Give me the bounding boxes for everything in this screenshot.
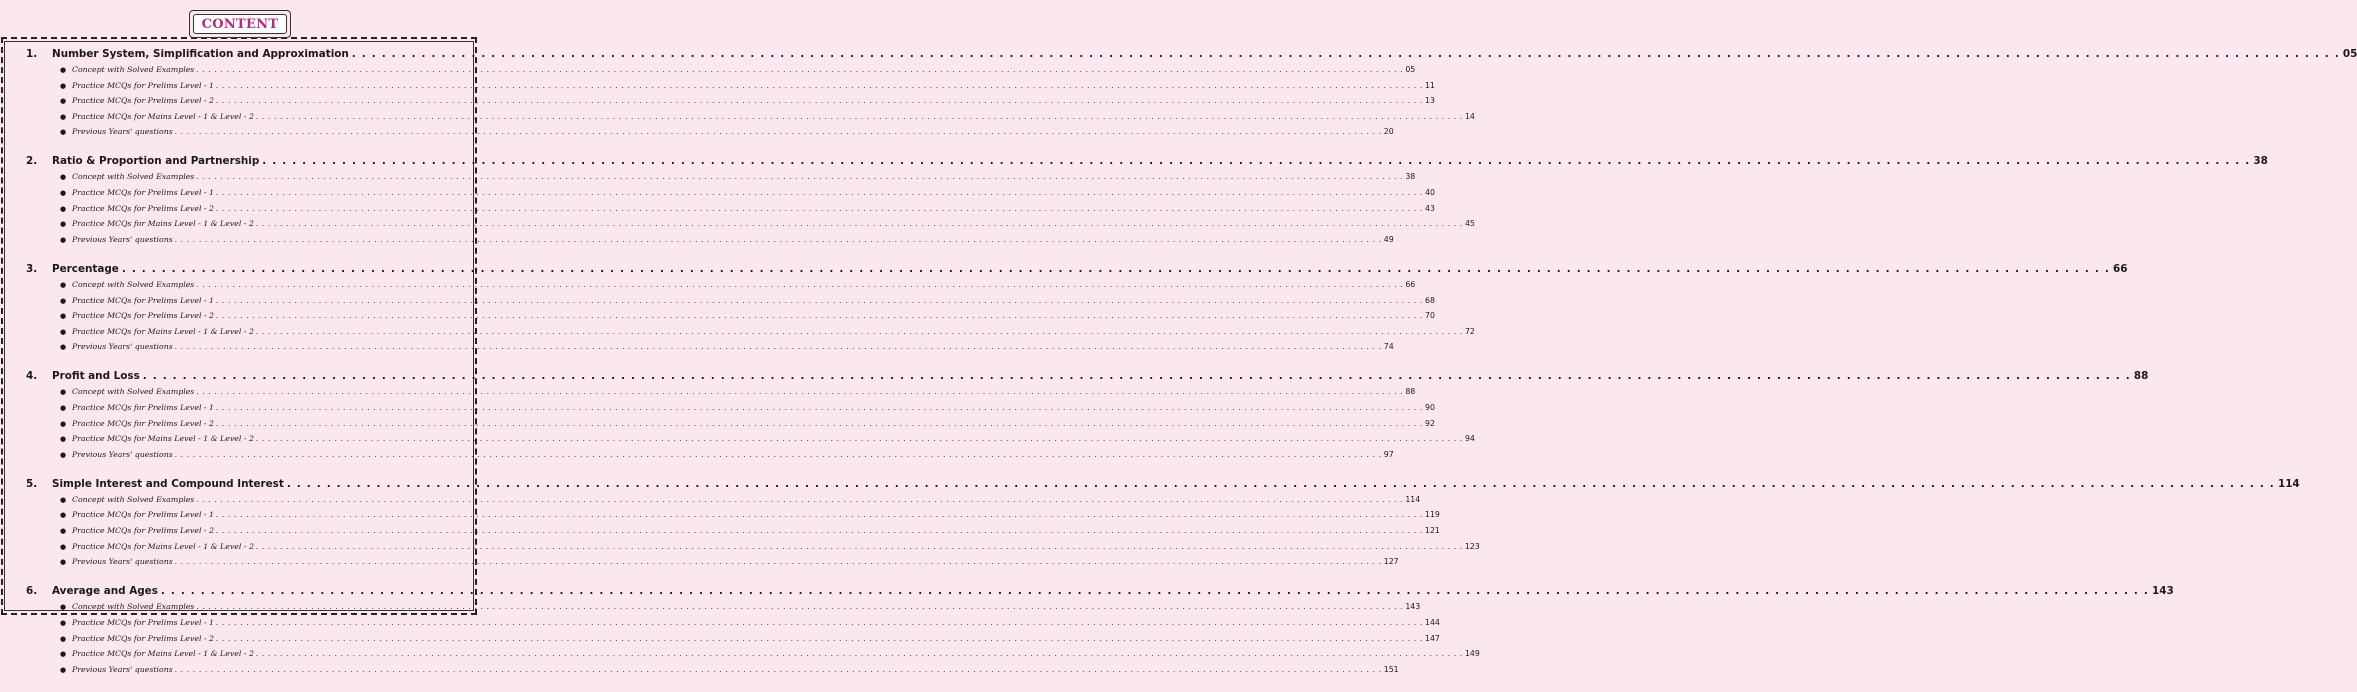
toc-item[interactable]: [26, 293, 1435, 309]
bullet-icon: ●: [60, 128, 67, 137]
dot-leader: . . . . . . . . . . . . . . . . . . . . . . . . . . . . . . . . . . . . . . . . . . . . . . . . . . . . . . . . . . . . . . . . . . . . . . . . . . . . . . . . . . . . . . . . . . . . . . . . . . . . . . . . . . . . . . . . . . . . . . . . . . . . . . . . . . . . . . . . . . . . . . . . . . . . . . . . . . . . . . . . . . . . . . . . . . . . . . . . . . . . . . . . . . . . . . . . . . . . . . . .: [174, 665, 1382, 674]
bullet-icon: ●: [60, 558, 67, 567]
chapter-heading[interactable]: [26, 369, 2149, 384]
toc-item-label: Concept with Solved Examples: [72, 387, 195, 397]
toc-item[interactable]: [26, 201, 1435, 217]
toc-item[interactable]: [26, 324, 1475, 340]
toc-item[interactable]: [26, 232, 1394, 248]
bullet-icon: ●: [60, 280, 67, 289]
bullet-icon: ●: [60, 343, 67, 352]
bullet-icon: ●: [60, 220, 67, 229]
toc-item[interactable]: [26, 662, 1399, 678]
toc-item-page-number: 143: [1405, 602, 1421, 612]
toc-item-page-number: 72: [1464, 326, 1475, 336]
toc-item[interactable]: [26, 646, 1480, 662]
toc-item-page-number: 68: [1425, 295, 1435, 305]
toc-item-label: Practice MCQs for Prelims Level - 1: [72, 510, 214, 520]
toc-item[interactable]: [26, 93, 1435, 109]
toc-item-page-number: 127: [1383, 557, 1399, 567]
bullet-icon: ●: [60, 542, 67, 551]
dot-leader: . . . . . . . . . . . . . . . . . . . . . . . . . . . . . . . . . . . . . . . . . . . . . . . . . . . . . . . . . . . . . . . . . . . . . . . . . . . . . . . . . . . . . . . . . . . . . . . . . . . . . . . . . . . . . . . . . . . . . . . . . . . . . . . . . . . . . . . . . . . . . . . . . . . . . . . . . . . . . . . . . . . . . . . . . . . . . . . . . . . . . . . . . . . . . . . . . . . . . . . .: [216, 312, 1424, 321]
chapter-title: Percentage: [52, 262, 119, 275]
dot-leader: . . . . . . . . . . . . . . . . . . . . . . . . . . . . . . . . . . . . . . . . . . . . . . . . . . . . . . . . . . . . . . . . . . . . . . . . . . . . . . . . . . . . . . . . . . . . . . . . . . . . . . . . . . . . . . . . . . . . . . . . . . . . . . . . . . . . . . . . . . . . . . . . . . . . . . . . . . . . . . . . . . . . . . . . . . . . . . . . . . . . . . . . . . . . . . . . . . . . . . . .: [196, 280, 1404, 289]
toc-item-label: Practice MCQs for Mains Level - 1 & Level - 2: [72, 111, 254, 121]
chapter-page-number: 143: [2152, 585, 2174, 598]
toc-item[interactable]: [26, 339, 1394, 355]
bullet-icon: ●: [60, 618, 67, 627]
toc-item[interactable]: [26, 400, 1435, 416]
toc-item[interactable]: [26, 109, 1475, 125]
bullet-icon: ●: [60, 388, 67, 397]
toc-item[interactable]: [26, 78, 1435, 94]
bullet-icon: ●: [60, 97, 67, 106]
toc-item[interactable]: [26, 62, 1416, 78]
chapter-heading[interactable]: [26, 477, 2300, 492]
toc-item[interactable]: [26, 185, 1435, 201]
dot-leader: . . . . . . . . . . . . . . . . . . . . . . . . . . . . . . . . . . . . . . . . . . . . . . . . . . . . . . . . . . . . . . . . . . . . . . . . . . . . . . . . . . . . . . . . . . . . . . . . . . . . . . . . . . . . . . . . . . . . . . . . . . . . . . . . . . . . . . . . . . . . . . . . . . . . . . . . . . . . . . . . . . . . . . . . . . . . . . . . . . . . . . . . . . . . . . . . . . . . . . . .: [216, 634, 1424, 643]
chapter-section: [26, 154, 2268, 247]
bullet-icon: ●: [60, 112, 67, 121]
chapter-heading[interactable]: [26, 154, 2268, 169]
bullet-icon: ●: [60, 235, 67, 244]
toc-item-page-number: 144: [1425, 617, 1440, 627]
toc-item-page-number: 149: [1464, 649, 1480, 659]
chapter-title: Number System, Simplification and Approximation: [52, 48, 349, 60]
toc-item-label: Previous Years' questions: [72, 664, 173, 674]
toc-item-label: Concept with Solved Examples: [72, 65, 195, 74]
chapter-section: [26, 584, 2174, 677]
toc-item-label: Concept with Solved Examples: [72, 279, 195, 289]
toc-item-label: Practice MCQs for Mains Level - 1 & Level - 2: [72, 326, 254, 336]
toc-item[interactable]: [26, 599, 1421, 615]
dot-leader: . . . . . . . . . . . . . . . . . . . . . . . . . . . . . . . . . . . . . . . . . . . . . . . . . . . . . . . . . . . . . . . . . . . . . . . . . . . . . . . . . . . . . . . . . . . . . . . . . . . . . . . . . . . . . . . . . . . . . . . . . . . . . . . . . . . . . . . . . . . . . . . . . . . . . . . . . . . . . . . . . . . . . . . . . . . . . . . . . . . . . . . . . . . . . . . . . . . . . . . .: [174, 558, 1382, 567]
bullet-icon: ●: [60, 204, 67, 213]
chapter-number: 1.: [26, 48, 38, 60]
bullet-icon: ●: [60, 511, 67, 520]
dot-leader: . . . . . . . . . . . . . . . . . . . . . . . . . . . . . . . . . . . . . . . . . . . . . . . . . . . . . . . . . . . . . . . . . . . . . . . . . . . . . . . . . . . . . . . . . . . . . . . . . . . . . . . . . . . . . . . . . . . . . . . . . . . . . . . . . . . . . . . . . . . . . . . . . . . . . . . . . . . . . . . . . . . . . . . . . . . . . . . . . . . . . . . . . . . . . . . . . . . . . . . .: [216, 419, 1424, 428]
chapter-page-number: 05: [2342, 48, 2357, 60]
bullet-icon: ●: [60, 650, 67, 659]
toc-item-page-number: 70: [1425, 311, 1435, 321]
bullet-icon: ●: [60, 435, 67, 444]
toc-item[interactable]: [26, 169, 1416, 185]
dot-leader: . . . . . . . . . . . . . . . . . . . . . . . . . . . . . . . . . . . . . . . . . . . . . . . . . . . . . . . . . . . . . . . . . . . . . . . . . . . . . . . . . . . . . . . . . . . . . . . . . . . . . . . . . . . . . . . . . . . . . . . . . . . . . . . . . . . . . . . . . . . . . . . . . . . . . . . . . . . . . . . . . . . . . . . . . . . . . . . . . . . . . . . . . . . . . . . . . . . . . . . .: [216, 204, 1424, 213]
chapter-page-number: 88: [2133, 370, 2149, 383]
toc-item-page-number: 43: [1425, 203, 1435, 213]
toc-item-label: Practice MCQs for Mains Level - 1 & Level - 2: [72, 219, 254, 229]
toc-item-label: Previous Years' questions: [72, 342, 173, 352]
chapter-number: 5.: [26, 477, 38, 490]
toc-item-label: Previous Years' questions: [72, 127, 173, 137]
dot-leader: . . . . . . . . . . . . . . . . . . . . . . . . . . . . . . . . . . . . . . . . . . . . . . . . . . . . . . . . . . . . . . . . . . . . . . . . . . . . . . . . . . . . . . . . . . . . . . . . . . . . . . . . . . . . . . . . . . . . . . . . . . . . . . . . . . . . . . . . . . . . . . . . . . . . . . . . . . . . . . . . . . . . . . . . . . . . . . . . . . . . . . . . . . . . . . . . . . . . . . . .: [216, 296, 1424, 305]
bullet-icon: ●: [60, 312, 67, 321]
chapter-number: 6.: [26, 585, 38, 598]
dot-leader: . . . . . . . . . . . . . . . . . . . . . . . . . . . . . . . . . . . . . . . . . . . . . . . . . . . . . . . . . . . . . . . . . . . . . . . . . . . . . . . . . . . . . . . . . . . . . . . . . . . . . . . . . . . . . . . . . . . . . . . . . . . . . . . . . . . . . . . . . . . . . . . . . . . . . . . . . . . . . . . . . . . . . . . . . . . . . . . . . . . . . . . . . . . . . . . . . . . . . . . .: [142, 370, 2131, 383]
dot-leader: . . . . . . . . . . . . . . . . . . . . . . . . . . . . . . . . . . . . . . . . . . . . . . . . . . . . . . . . . . . . . . . . . . . . . . . . . . . . . . . . . . . . . . . . . . . . . . . . . . . . . . . . . . . . . . . . . . . . . . . . . . . . . . . . . . . . . . . . . . . . . . . . . . . . . . . . . . . . . . . . . . . . . . . . . . . . . . . . . . . . . . . . . . . . . . . . . . . . . . . .: [160, 585, 2150, 598]
toc-item[interactable]: [26, 492, 1421, 508]
dot-leader: . . . . . . . . . . . . . . . . . . . . . . . . . . . . . . . . . . . . . . . . . . . . . . . . . . . . . . . . . . . . . . . . . . . . . . . . . . . . . . . . . . . . . . . . . . . . . . . . . . . . . . . . . . . . . . . . . . . . . . . . . . . . . . . . . . . . . . . . . . . . . . . . . . . . . . . . . . . . . . . . . . . . . . . . . . . . . . . . . . . . . . . . . . . . . . . . . . . . . . . .: [255, 542, 1463, 551]
toc-item[interactable]: [26, 554, 1399, 570]
page-title: CONTENT: [193, 14, 287, 34]
toc-item-label: Practice MCQs for Mains Level - 1 & Level - 2: [72, 434, 254, 444]
chapter-section: [26, 369, 2149, 462]
dot-leader: . . . . . . . . . . . . . . . . . . . . . . . . . . . . . . . . . . . . . . . . . . . . . . . . . . . . . . . . . . . . . . . . . . . . . . . . . . . . . . . . . . . . . . . . . . . . . . . . . . . . . . . . . . . . . . . . . . . . . . . . . . . . . . . . . . . . . . . . . . . . . . . . . . . . . . . . . . . . . . . . . . . . . . . . . . . . . . . . . . . . . . . . . . . . . . . . . . . . . . . .: [216, 527, 1424, 536]
toc-item-label: Previous Years' questions: [72, 449, 173, 459]
content-title-box: [189, 10, 291, 38]
toc-item-label: Practice MCQs for Prelims Level - 2: [72, 526, 214, 536]
dot-leader: . . . . . . . . . . . . . . . . . . . . . . . . . . . . . . . . . . . . . . . . . . . . . . . . . . . . . . . . . . . . . . . . . . . . . . . . . . . . . . . . . . . . . . . . . . . . . . . . . . . . . . . . . . . . . . . . . . . . . . . . . . . . . . . . . . . . . . . . . . . . . . . . . . . . . . . . . . . . . . . . . . . . . . . . . . . . . . . . . . . . . . . . . . . . . . . . . . . . . . . .: [174, 235, 1382, 244]
toc-item-page-number: 66: [1405, 279, 1416, 289]
toc-item-page-number: 05: [1405, 65, 1416, 74]
bullet-icon: ●: [60, 495, 67, 504]
toc-item-label: Concept with Solved Examples: [72, 602, 195, 612]
dot-leader: . . . . . . . . . . . . . . . . . . . . . . . . . . . . . . . . . . . . . . . . . . . . . . . . . . . . . . . . . . . . . . . . . . . . . . . . . . . . . . . . . . . . . . . . . . . . . . . . . . . . . . . . . . . . . . . . . . . . . . . . . . . . . . . . . . . . . . . . . . . . . . . . . . . . . . . . . . . . . . . . . . . . . . . . . . . . . . . . . . . . . . . . . . . . . . . . . . . . . . . .: [286, 477, 2275, 490]
dot-leader: . . . . . . . . . . . . . . . . . . . . . . . . . . . . . . . . . . . . . . . . . . . . . . . . . . . . . . . . . . . . . . . . . . . . . . . . . . . . . . . . . . . . . . . . . . . . . . . . . . . . . . . . . . . . . . . . . . . . . . . . . . . . . . . . . . . . . . . . . . . . . . . . . . . . . . . . . . . . . . . . . . . . . . . . . . . . . . . . . . . . . . . . . . . . . . . . . . . . . . . .: [196, 603, 1404, 612]
chapter-section: [26, 262, 2128, 355]
dot-leader: . . . . . . . . . . . . . . . . . . . . . . . . . . . . . . . . . . . . . . . . . . . . . . . . . . . . . . . . . . . . . . . . . . . . . . . . . . . . . . . . . . . . . . . . . . . . . . . . . . . . . . . . . . . . . . . . . . . . . . . . . . . . . . . . . . . . . . . . . . . . . . . . . . . . . . . . . . . . . . . . . . . . . . . . . . . . . . . . . . . . . . . . . . . . . . . . . . . . . . . .: [174, 450, 1382, 459]
toc-item-label: Concept with Solved Examples: [72, 494, 195, 504]
toc-item-label: Previous Years' questions: [72, 557, 173, 567]
toc-item-label: Practice MCQs for Mains Level - 1 & Level - 2: [72, 541, 254, 551]
toc-item-label: Practice MCQs for Prelims Level - 2: [72, 203, 214, 213]
toc-item-page-number: 119: [1425, 510, 1440, 520]
toc-item[interactable]: [26, 431, 1475, 447]
dot-leader: . . . . . . . . . . . . . . . . . . . . . . . . . . . . . . . . . . . . . . . . . . . . . . . . . . . . . . . . . . . . . . . . . . . . . . . . . . . . . . . . . . . . . . . . . . . . . . . . . . . . . . . . . . . . . . . . . . . . . . . . . . . . . . . . . . . . . . . . . . . . . . . . . . . . . . . . . . . . . . . . . . . . . . . . . . . . . . . . . . . . . . . . . . . . . . . . . . . . . . . .: [262, 155, 2251, 168]
dot-leader: . . . . . . . . . . . . . . . . . . . . . . . . . . . . . . . . . . . . . . . . . . . . . . . . . . . . . . . . . . . . . . . . . . . . . . . . . . . . . . . . . . . . . . . . . . . . . . . . . . . . . . . . . . . . . . . . . . . . . . . . . . . . . . . . . . . . . . . . . . . . . . . . . . . . . . . . . . . . . . . . . . . . . . . . . . . . . . . . . . . . . . . . . . . . . . . . . . . . . . . .: [174, 128, 1382, 137]
dot-leader: . . . . . . . . . . . . . . . . . . . . . . . . . . . . . . . . . . . . . . . . . . . . . . . . . . . . . . . . . . . . . . . . . . . . . . . . . . . . . . . . . . . . . . . . . . . . . . . . . . . . . . . . . . . . . . . . . . . . . . . . . . . . . . . . . . . . . . . . . . . . . . . . . . . . . . . . . . . . . . . . . . . . . . . . . . . . . . . . . . . . . . . . . . . . . . . . . . . . . . . .: [196, 66, 1404, 74]
toc-item-page-number: 49: [1383, 234, 1394, 244]
dot-leader: . . . . . . . . . . . . . . . . . . . . . . . . . . . . . . . . . . . . . . . . . . . . . . . . . . . . . . . . . . . . . . . . . . . . . . . . . . . . . . . . . . . . . . . . . . . . . . . . . . . . . . . . . . . . . . . . . . . . . . . . . . . . . . . . . . . . . . . . . . . . . . . . . . . . . . . . . . . . . . . . . . . . . . . . . . . . . . . . . . . . . . . . . . . . . . . . . . . . . . . .: [255, 650, 1463, 659]
dot-leader: . . . . . . . . . . . . . . . . . . . . . . . . . . . . . . . . . . . . . . . . . . . . . . . . . . . . . . . . . . . . . . . . . . . . . . . . . . . . . . . . . . . . . . . . . . . . . . . . . . . . . . . . . . . . . . . . . . . . . . . . . . . . . . . . . . . . . . . . . . . . . . . . . . . . . . . . . . . . . . . . . . . . . . . . . . . . . . . . . . . . . . . . . . . . . . . . . . . . . . . .: [216, 404, 1424, 412]
toc-item-page-number: 92: [1425, 418, 1435, 428]
dot-leader: . . . . . . . . . . . . . . . . . . . . . . . . . . . . . . . . . . . . . . . . . . . . . . . . . . . . . . . . . . . . . . . . . . . . . . . . . . . . . . . . . . . . . . . . . . . . . . . . . . . . . . . . . . . . . . . . . . . . . . . . . . . . . . . . . . . . . . . . . . . . . . . . . . . . . . . . . . . . . . . . . . . . . . . . . . . . . . . . . . . . . . . . . . . . . . . . . . . . . . . .: [196, 173, 1404, 182]
toc-item-page-number: 151: [1383, 664, 1399, 674]
toc-item-label: Practice MCQs for Prelims Level - 1: [72, 617, 214, 627]
toc-item-page-number: 20: [1383, 127, 1394, 137]
toc-item[interactable]: [26, 308, 1435, 324]
chapter-title: Profit and Loss: [52, 370, 140, 383]
bullet-icon: ●: [60, 173, 67, 182]
toc-item-page-number: 121: [1425, 526, 1440, 536]
toc-item-label: Practice MCQs for Mains Level - 1 & Level - 2: [72, 649, 254, 659]
chapter-heading[interactable]: [26, 584, 2174, 599]
chapter-page-number: 114: [2277, 477, 2300, 490]
bullet-icon: ●: [60, 665, 67, 674]
chapter-title: Simple Interest and Compound Interest: [52, 477, 284, 490]
toc-item-page-number: 97: [1383, 449, 1394, 459]
toc-item-page-number: 147: [1425, 633, 1440, 643]
bullet-icon: ●: [60, 527, 67, 536]
chapter-page-number: 66: [2112, 262, 2128, 275]
bullet-icon: ●: [60, 603, 67, 612]
toc-item[interactable]: [26, 615, 1440, 631]
bullet-icon: ●: [60, 296, 67, 305]
bullet-icon: ●: [60, 327, 67, 336]
chapter-heading[interactable]: [26, 262, 2128, 277]
toc-item-page-number: 13: [1425, 96, 1435, 106]
toc-item[interactable]: [26, 216, 1475, 232]
toc-item-label: Practice MCQs for Prelims Level - 1: [72, 403, 214, 412]
chapter-section: [26, 477, 2300, 570]
toc-item-page-number: 90: [1425, 403, 1435, 412]
toc-item[interactable]: [26, 277, 1416, 293]
toc-item[interactable]: [26, 416, 1435, 432]
toc-item-page-number: 94: [1464, 434, 1475, 444]
toc-item[interactable]: [26, 539, 1480, 555]
chapter-section: [26, 47, 2357, 140]
toc-item[interactable]: [26, 507, 1440, 523]
toc-item-page-number: 38: [1405, 172, 1416, 182]
toc-item-label: Practice MCQs for Prelims Level - 1: [72, 80, 214, 90]
dot-leader: . . . . . . . . . . . . . . . . . . . . . . . . . . . . . . . . . . . . . . . . . . . . . . . . . . . . . . . . . . . . . . . . . . . . . . . . . . . . . . . . . . . . . . . . . . . . . . . . . . . . . . . . . . . . . . . . . . . . . . . . . . . . . . . . . . . . . . . . . . . . . . . . . . . . . . . . . . . . . . . . . . . . . . . . . . . . . . . . . . . . . . . . . . . . . . . . . . . . . . . .: [255, 327, 1463, 336]
dot-leader: . . . . . . . . . . . . . . . . . . . . . . . . . . . . . . . . . . . . . . . . . . . . . . . . . . . . . . . . . . . . . . . . . . . . . . . . . . . . . . . . . . . . . . . . . . . . . . . . . . . . . . . . . . . . . . . . . . . . . . . . . . . . . . . . . . . . . . . . . . . . . . . . . . . . . . . . . . . . . . . . . . . . . . . . . . . . . . . . . . . . . . . . . . . . . . . . . . . . . . . .: [351, 48, 2340, 60]
bullet-icon: ●: [60, 66, 67, 74]
dot-leader: . . . . . . . . . . . . . . . . . . . . . . . . . . . . . . . . . . . . . . . . . . . . . . . . . . . . . . . . . . . . . . . . . . . . . . . . . . . . . . . . . . . . . . . . . . . . . . . . . . . . . . . . . . . . . . . . . . . . . . . . . . . . . . . . . . . . . . . . . . . . . . . . . . . . . . . . . . . . . . . . . . . . . . . . . . . . . . . . . . . . . . . . . . . . . . . . . . . . . . . .: [255, 112, 1463, 121]
toc-item-page-number: 45: [1464, 219, 1475, 229]
dot-leader: . . . . . . . . . . . . . . . . . . . . . . . . . . . . . . . . . . . . . . . . . . . . . . . . . . . . . . . . . . . . . . . . . . . . . . . . . . . . . . . . . . . . . . . . . . . . . . . . . . . . . . . . . . . . . . . . . . . . . . . . . . . . . . . . . . . . . . . . . . . . . . . . . . . . . . . . . . . . . . . . . . . . . . . . . . . . . . . . . . . . . . . . . . . . . . . . . . . . . . . .: [196, 495, 1404, 504]
bullet-icon: ●: [60, 404, 67, 412]
chapter-number: 3.: [26, 262, 38, 275]
toc-item-page-number: 114: [1405, 494, 1421, 504]
dot-leader: . . . . . . . . . . . . . . . . . . . . . . . . . . . . . . . . . . . . . . . . . . . . . . . . . . . . . . . . . . . . . . . . . . . . . . . . . . . . . . . . . . . . . . . . . . . . . . . . . . . . . . . . . . . . . . . . . . . . . . . . . . . . . . . . . . . . . . . . . . . . . . . . . . . . . . . . . . . . . . . . . . . . . . . . . . . . . . . . . . . . . . . . . . . . . . . . . . . . . . . .: [196, 388, 1404, 397]
toc-item[interactable]: [26, 384, 1416, 400]
toc-item[interactable]: [26, 523, 1440, 539]
bullet-icon: ●: [60, 81, 67, 90]
toc-item-page-number: 123: [1464, 541, 1480, 551]
toc-item-label: Practice MCQs for Prelims Level - 2: [72, 633, 214, 643]
toc-item-page-number: 14: [1464, 111, 1475, 121]
dot-leader: . . . . . . . . . . . . . . . . . . . . . . . . . . . . . . . . . . . . . . . . . . . . . . . . . . . . . . . . . . . . . . . . . . . . . . . . . . . . . . . . . . . . . . . . . . . . . . . . . . . . . . . . . . . . . . . . . . . . . . . . . . . . . . . . . . . . . . . . . . . . . . . . . . . . . . . . . . . . . . . . . . . . . . . . . . . . . . . . . . . . . . . . . . . . . . . . . . . . . . . .: [174, 343, 1382, 352]
toc-item[interactable]: [26, 631, 1440, 647]
bullet-icon: ●: [60, 189, 67, 198]
chapter-page-number: 38: [2253, 155, 2268, 168]
toc-item[interactable]: [26, 447, 1394, 463]
toc-item-label: Practice MCQs for Prelims Level - 2: [72, 418, 214, 428]
dot-leader: . . . . . . . . . . . . . . . . . . . . . . . . . . . . . . . . . . . . . . . . . . . . . . . . . . . . . . . . . . . . . . . . . . . . . . . . . . . . . . . . . . . . . . . . . . . . . . . . . . . . . . . . . . . . . . . . . . . . . . . . . . . . . . . . . . . . . . . . . . . . . . . . . . . . . . . . . . . . . . . . . . . . . . . . . . . . . . . . . . . . . . . . . . . . . . . . . . . . . . . .: [121, 262, 2110, 275]
bullet-icon: ●: [60, 634, 67, 643]
chapter-title: Ratio & Proportion and Partnership: [52, 155, 260, 168]
dot-leader: . . . . . . . . . . . . . . . . . . . . . . . . . . . . . . . . . . . . . . . . . . . . . . . . . . . . . . . . . . . . . . . . . . . . . . . . . . . . . . . . . . . . . . . . . . . . . . . . . . . . . . . . . . . . . . . . . . . . . . . . . . . . . . . . . . . . . . . . . . . . . . . . . . . . . . . . . . . . . . . . . . . . . . . . . . . . . . . . . . . . . . . . . . . . . . . . . . . . . . . .: [255, 435, 1463, 444]
dot-leader: . . . . . . . . . . . . . . . . . . . . . . . . . . . . . . . . . . . . . . . . . . . . . . . . . . . . . . . . . . . . . . . . . . . . . . . . . . . . . . . . . . . . . . . . . . . . . . . . . . . . . . . . . . . . . . . . . . . . . . . . . . . . . . . . . . . . . . . . . . . . . . . . . . . . . . . . . . . . . . . . . . . . . . . . . . . . . . . . . . . . . . . . . . . . . . . . . . . . . . . .: [216, 618, 1424, 627]
toc-item-page-number: 74: [1383, 342, 1394, 352]
toc-item-label: Practice MCQs for Prelims Level - 2: [72, 96, 214, 106]
dot-leader: . . . . . . . . . . . . . . . . . . . . . . . . . . . . . . . . . . . . . . . . . . . . . . . . . . . . . . . . . . . . . . . . . . . . . . . . . . . . . . . . . . . . . . . . . . . . . . . . . . . . . . . . . . . . . . . . . . . . . . . . . . . . . . . . . . . . . . . . . . . . . . . . . . . . . . . . . . . . . . . . . . . . . . . . . . . . . . . . . . . . . . . . . . . . . . . . . . . . . . . .: [216, 189, 1424, 198]
dot-leader: . . . . . . . . . . . . . . . . . . . . . . . . . . . . . . . . . . . . . . . . . . . . . . . . . . . . . . . . . . . . . . . . . . . . . . . . . . . . . . . . . . . . . . . . . . . . . . . . . . . . . . . . . . . . . . . . . . . . . . . . . . . . . . . . . . . . . . . . . . . . . . . . . . . . . . . . . . . . . . . . . . . . . . . . . . . . . . . . . . . . . . . . . . . . . . . . . . . . . . . .: [255, 220, 1463, 229]
dot-leader: . . . . . . . . . . . . . . . . . . . . . . . . . . . . . . . . . . . . . . . . . . . . . . . . . . . . . . . . . . . . . . . . . . . . . . . . . . . . . . . . . . . . . . . . . . . . . . . . . . . . . . . . . . . . . . . . . . . . . . . . . . . . . . . . . . . . . . . . . . . . . . . . . . . . . . . . . . . . . . . . . . . . . . . . . . . . . . . . . . . . . . . . . . . . . . . . . . . . . . . .: [216, 97, 1424, 106]
dot-leader: . . . . . . . . . . . . . . . . . . . . . . . . . . . . . . . . . . . . . . . . . . . . . . . . . . . . . . . . . . . . . . . . . . . . . . . . . . . . . . . . . . . . . . . . . . . . . . . . . . . . . . . . . . . . . . . . . . . . . . . . . . . . . . . . . . . . . . . . . . . . . . . . . . . . . . . . . . . . . . . . . . . . . . . . . . . . . . . . . . . . . . . . . . . . . . . . . . . . . . . .: [216, 81, 1424, 90]
toc-item-page-number: 11: [1425, 80, 1435, 90]
chapter-title: Average and Ages: [52, 585, 158, 598]
chapter-number: 4.: [26, 370, 38, 383]
toc-item-label: Practice MCQs for Prelims Level - 1: [72, 188, 214, 198]
toc-item-page-number: 88: [1405, 387, 1416, 397]
table-of-contents: [26, 47, 2357, 692]
toc-item-label: Previous Years' questions: [72, 234, 173, 244]
toc-item-label: Practice MCQs for Prelims Level - 1: [72, 295, 214, 305]
toc-item-page-number: 40: [1425, 188, 1435, 198]
toc-item[interactable]: [26, 124, 1394, 140]
bullet-icon: ●: [60, 419, 67, 428]
chapter-heading[interactable]: [26, 47, 2357, 62]
toc-item-label: Concept with Solved Examples: [72, 172, 195, 182]
toc-item-label: Practice MCQs for Prelims Level - 2: [72, 311, 214, 321]
chapter-number: 2.: [26, 155, 38, 168]
bullet-icon: ●: [60, 450, 67, 459]
dot-leader: . . . . . . . . . . . . . . . . . . . . . . . . . . . . . . . . . . . . . . . . . . . . . . . . . . . . . . . . . . . . . . . . . . . . . . . . . . . . . . . . . . . . . . . . . . . . . . . . . . . . . . . . . . . . . . . . . . . . . . . . . . . . . . . . . . . . . . . . . . . . . . . . . . . . . . . . . . . . . . . . . . . . . . . . . . . . . . . . . . . . . . . . . . . . . . . . . . . . . . . .: [216, 511, 1424, 520]
